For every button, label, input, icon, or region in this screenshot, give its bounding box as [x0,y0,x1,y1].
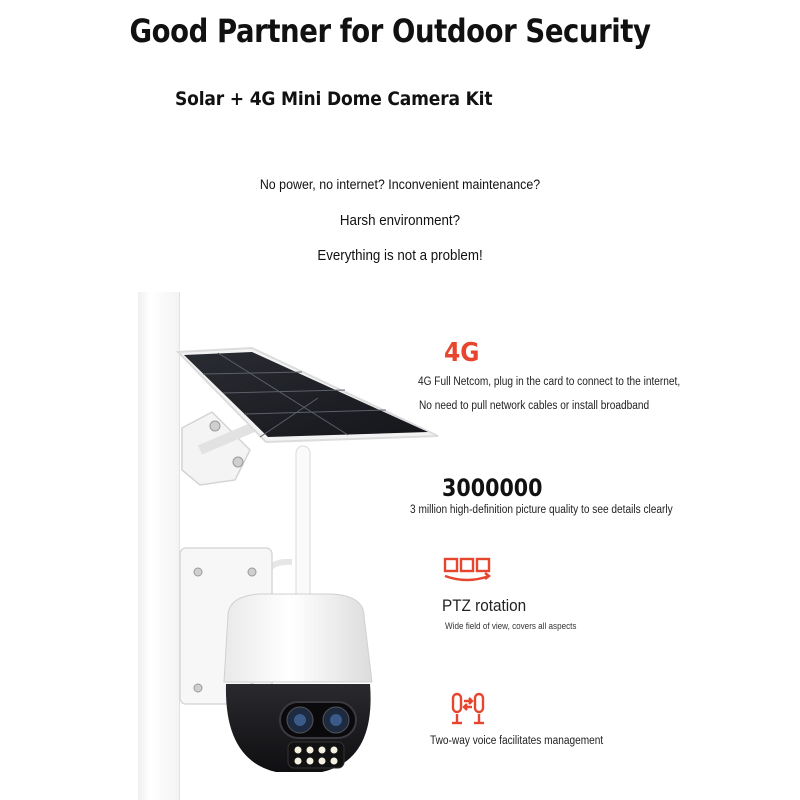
feature-resolution-heading: 3000000 [442,474,543,502]
feature-ptz-heading: PTZ rotation [442,596,527,615]
page-title: Good Partner for Outdoor Security [129,12,651,50]
feature-4g-heading: 4G [444,338,480,368]
feature-4g-line-1: 4G Full Netcom, plug in the card to connect to the internet, [418,376,681,388]
product-illustration [140,290,450,800]
intro-line-3: Everything is not a problem! [317,248,483,264]
page-subtitle: Solar + 4G Mini Dome Camera Kit [175,88,493,110]
feature-ptz-line-1: Wide field of view, covers all aspects [445,621,577,631]
feature-4g-line-2: No need to pull network cables or install broadband [419,400,650,412]
feature-resolution-line-1: 3 million high-definition picture quality to see details clearly [410,504,673,516]
ptz-rotation-icon [443,556,491,582]
intro-line-1: No power, no internet? Inconvenient maintenance? [259,177,541,192]
feature-voice-line-1: Two-way voice facilitates management [430,735,604,747]
two-way-voice-icon [450,692,486,726]
intro-line-2: Harsh environment? [339,213,461,229]
